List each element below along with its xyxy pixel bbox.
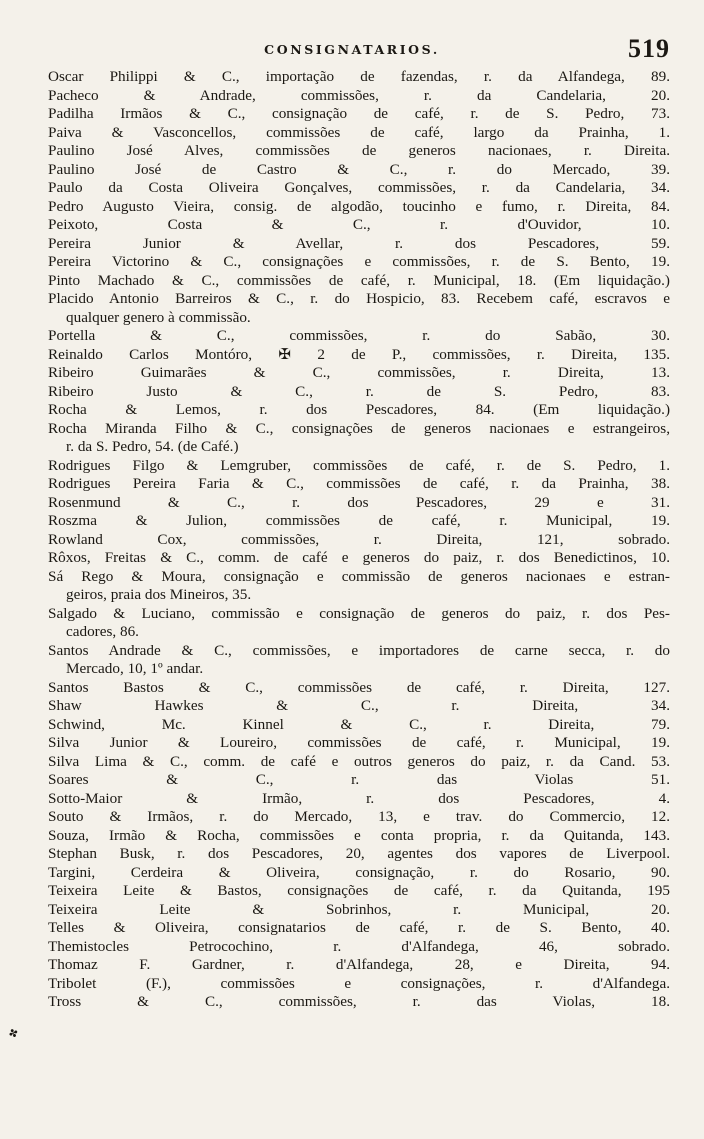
list-item: Tross & C., commissões, r. das Violas, 18.: [48, 993, 670, 1010]
list-item: Silva Lima & C., comm. de café e outros generos do paiz, r. da Cand. 53.: [48, 752, 670, 770]
list-item: Stephan Busk, r. dos Pescadores, 20, agentes dos vapores de Liverpool.: [48, 845, 670, 862]
list-item: Souza, Irmão & Rocha, commissões e conta propria, r. da Quitanda, 143.: [48, 826, 670, 844]
list-item: Silva Junior & Loureiro, commissões de café, r. Municipal, 19.: [48, 734, 670, 751]
list-item: Placido Antonio Barreiros & C., r. do Hospicio, 83. Recebem café, escravos e: [48, 290, 670, 307]
list-item: Teixeira Leite & Bastos, consignações de café, r. da Quitanda, 195: [48, 882, 670, 899]
list-item: Padilha Irmãos & C., consignação de café, r. de S. Pedro, 73.: [48, 105, 670, 122]
list-item: Pedro Augusto Vieira, consig. de algodão, toucinho e fumo, r. Direita, 84.: [48, 197, 670, 215]
list-item: Telles & Oliveira, consignatarios de café, r. de S. Bento, 40.: [48, 919, 670, 936]
list-item: Peixoto, Costa & C., r. d'Ouvidor, 10.: [48, 216, 670, 233]
list-item: Ribeiro Justo & C., r. de S. Pedro, 83.: [48, 382, 670, 400]
running-title: CONSIGNATARIOS.: [264, 42, 440, 57]
list-item: Pereira Victorino & C., consignações e commissões, r. de S. Bento, 19.: [48, 253, 670, 270]
consignee-list: [48, 68, 670, 1012]
list-item: Rowland Cox, commissões, r. Direita, 121, sobrado.: [48, 530, 670, 548]
list-item-continuation: qualquer genero à commissão.: [66, 308, 251, 326]
list-item: Ribeiro Guimarães & C., commissões, r. Direita, 13.: [48, 364, 670, 381]
list-item: Targini, Cerdeira & Oliveira, consignação, r. do Rosario, 90.: [48, 863, 670, 881]
list-item: Paulo da Costa Oliveira Gonçalves, commissões, r. da Candelaria, 34.: [48, 179, 670, 196]
list-item: Rodrigues Filgo & Lemgruber, commissões de café, r. de S. Pedro, 1.: [48, 456, 670, 474]
list-item: Rosenmund & C., r. dos Pescadores, 29 e 31.: [48, 493, 670, 511]
list-item: Paulino José de Castro & C., r. do Mercado, 39.: [48, 160, 670, 178]
list-item: Schwind, Mc. Kinnel & C., r. Direita, 79.: [48, 715, 670, 733]
list-item-continuation: geiros, praia dos Mineiros, 35.: [66, 586, 252, 603]
list-item: Rocha & Lemos, r. dos Pescadores, 84. (Em liquidação.): [48, 401, 670, 418]
list-item: Thomaz F. Gardner, r. d'Alfandega, 28, e Direita, 94.: [48, 956, 670, 973]
list-item: Paulino José Alves, commissões de generos nacionaes, r. Direita.: [48, 142, 670, 159]
list-item: Sotto-Maior & Irmão, r. dos Pescadores, 4.: [48, 789, 670, 807]
margin-ink-mark: ✤: [6, 1025, 21, 1042]
list-item: Soares & C., r. das Violas 51.: [48, 771, 670, 788]
list-item: Tribolet (F.), commissões e consignações, r. d'Alfandega.: [48, 974, 670, 992]
list-item: Pacheco & Andrade, commissões, r. da Candelaria, 20.: [48, 86, 670, 104]
list-item: Santos Bastos & C., commissões de café, r. Direita, 127.: [48, 678, 670, 696]
list-item: Portella & C., commissões, r. do Sabão, 30.: [48, 327, 670, 344]
page-header: [0, 34, 704, 64]
list-item: Salgado & Luciano, commissão e consignação de generos do paiz, r. dos Pes-: [48, 604, 670, 622]
list-item: Sá Rego & Moura, consignação e commissão de generos nacionaes e estran-: [48, 567, 670, 585]
page-number: 519: [628, 34, 670, 63]
list-item: Souto & Irmãos, r. do Mercado, 13, e trav. do Commercio, 12.: [48, 808, 670, 825]
list-item: Roszma & Julion, commissões de café, r. Municipal, 19.: [48, 512, 670, 529]
list-item: Themistocles Petrocochino, r. d'Alfandega, 46, sobrado.: [48, 937, 670, 955]
list-item: Teixeira Leite & Sobrinhos, r. Municipal, 20.: [48, 900, 670, 918]
list-item-continuation: Mercado, 10, 1º andar.: [66, 660, 204, 677]
list-item: Santos Andrade & C., commissões, e importadores de carne secca, r. do: [48, 641, 670, 659]
list-item: Oscar Philippi & C., importação de fazendas, r. da Alfandega, 89.: [48, 68, 670, 85]
list-item-continuation: r. da S. Pedro, 54. (de Café.): [66, 438, 239, 455]
list-item: Pereira Junior & Avellar, r. dos Pescadores, 59.: [48, 234, 670, 252]
list-item: Shaw Hawkes & C., r. Direita, 34.: [48, 697, 670, 714]
list-item: Rocha Miranda Filho & C., consignações de generos nacionaes e estrangeiros,: [48, 419, 670, 437]
list-item: Paiva & Vasconcellos, commissões de café, largo da Prainha, 1.: [48, 123, 670, 141]
list-item: Rodrigues Pereira Faria & C., commissões de café, r. da Prainha, 38.: [48, 475, 670, 492]
list-item-continuation: cadores, 86.: [66, 623, 139, 640]
list-item: Rôxos, Freitas & C., comm. de café e generos do paiz, r. dos Benedictinos, 10.: [48, 549, 670, 566]
list-item: Reinaldo Carlos Montóro, ✠ 2 de P., commissões, r. Direita, 135.: [48, 345, 670, 363]
list-item: Pinto Machado & C., commissões de café, r. Municipal, 18. (Em liquidação.): [48, 271, 670, 289]
